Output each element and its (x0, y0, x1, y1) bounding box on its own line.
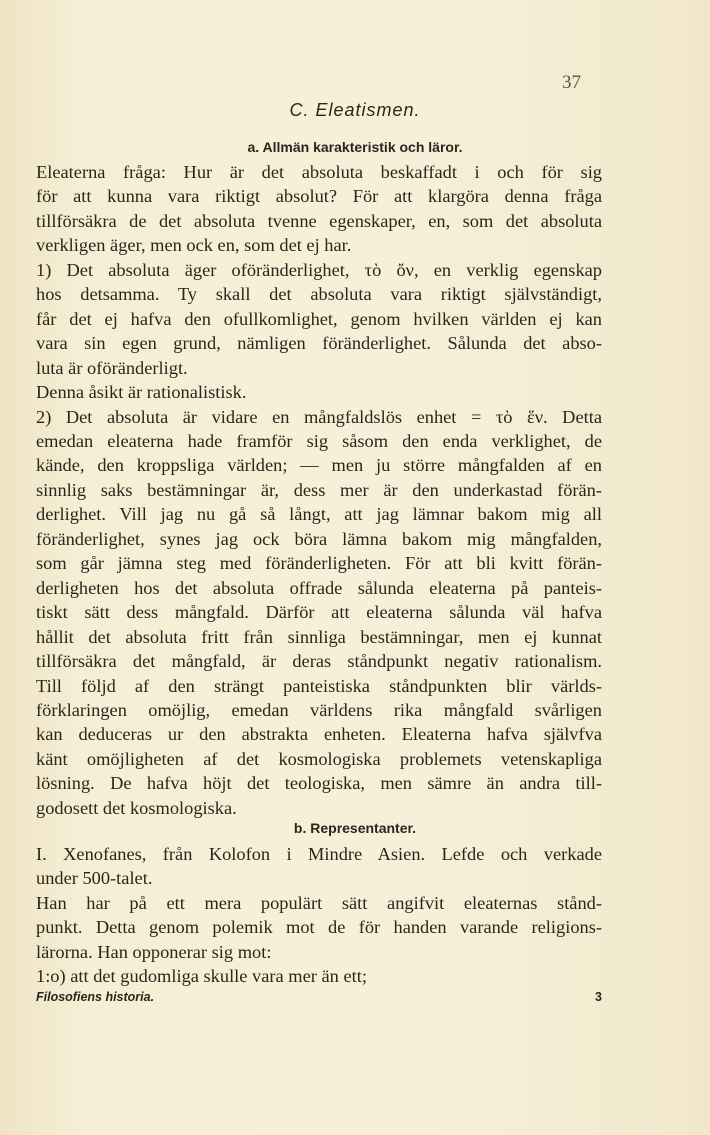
text-line: Till följd af den strängt panteistiska ståndpunkten blir världs- (36, 675, 602, 696)
text-line: kan deduceras ur den abstrakta enheten. Eleaterna hafva självfva (36, 724, 602, 745)
text-line: 2) Det absoluta är vidare en mångfaldslös enhet = τὸ ἕν. Detta (36, 406, 602, 427)
subheading-general: a. Allmän karakteristik och läror. (247, 139, 463, 155)
text-line: förklaringen omöjlig, emedan världens rika mångfald svårligen (36, 699, 602, 720)
text-line: Denna åsikt är rationalistisk. (36, 382, 247, 403)
text-line: verkligen äger, men ock en, som det ej har. (36, 235, 352, 256)
text-line: Eleaterna fråga: Hur är det absoluta beskaffadt i och för sig (36, 162, 602, 182)
text-line: får det ej hafva den ofullkomlighet, genom hvilken världen ej kan (36, 308, 602, 329)
text-line: hållit det absoluta fritt från sinnliga bestämningar, men ej kunnat (36, 626, 602, 647)
text-line: punkt. Detta genom polemik mot de för handen varande religions- (36, 917, 602, 938)
section-heading: C. Eleatismen. (289, 100, 421, 120)
text-line: tillförsäkra de det absoluta tvenne egenskaper, en, som det absoluta (36, 210, 602, 231)
text-line: 1:o) att det gudomliga skulle vara mer än ett; (36, 966, 367, 987)
text-line: sinnlig saks bestämningar är, dess mer är den underkastad förän- (36, 479, 602, 500)
text-line: I. Xenofanes, från Kolofon i Mindre Asien. Lefde och verkade (36, 844, 602, 864)
footer-source: Filosofiens historia. (36, 990, 155, 1004)
text-line: 1) Det absoluta äger oföränderlighet, τὸ ὄν, en verklig egenskap (36, 259, 602, 280)
subheading-representatives: b. Representanter. (293, 820, 417, 836)
text-line: derlighet. Vill jag nu gå så långt, att jag lämnar bakom mig all (36, 504, 602, 525)
text-line: lärorna. Han opponerar sig mot: (36, 941, 272, 962)
text-line: tiskt sätt dess mångfald. Därför att eleaterna sålunda väl hafva (36, 602, 602, 623)
page-number: 37 (562, 72, 581, 93)
text-line: kände, den kroppsliga världen; — men ju större mångfalden af en (36, 455, 602, 476)
text-line: känt omöjligheten af det kosmologiska problemets vetenskapliga (36, 748, 602, 769)
text-line: Han har på ett mera populärt sätt angifvit eleaternas stånd- (36, 892, 602, 913)
text-line: tillförsäkra det mångfald, är deras ståndpunkt negativ rationalism. (36, 651, 602, 672)
signature-mark: 3 (595, 990, 602, 1004)
text-line: lösning. De hafva höjt det teologiska, men sämre än andra till- (36, 773, 602, 794)
text-line: för att kunna vara riktigt absolut? För att klargöra denna fråga (36, 186, 602, 207)
text-line: emedan eleaterna hade framför sig såsom den enda verklighet, de (36, 430, 602, 451)
body-text-representatives (36, 842, 602, 989)
page-footer (36, 990, 602, 1004)
text-line: vara sin egen grund, nämligen föränderlighet. Sålunda det abso- (36, 333, 602, 354)
text-line: hos detsamma. Ty skall det absoluta vara riktigt självständigt, (36, 284, 602, 305)
text-line: godosett det kosmologiska. (36, 797, 237, 818)
text-line: som går jämna steg med föränderligheten. För att bli kvitt förän- (36, 553, 602, 574)
text-line: derligheten hos det absoluta offrade sålunda eleaterna på panteis- (36, 577, 602, 598)
body-text-general (36, 160, 602, 820)
text-line: luta är oföränderligt. (36, 357, 188, 378)
text-line: föränderlighet, synes jag ock böra lämna bakom mig mångfalden, (36, 528, 602, 549)
text-line: under 500-talet. (36, 868, 153, 889)
